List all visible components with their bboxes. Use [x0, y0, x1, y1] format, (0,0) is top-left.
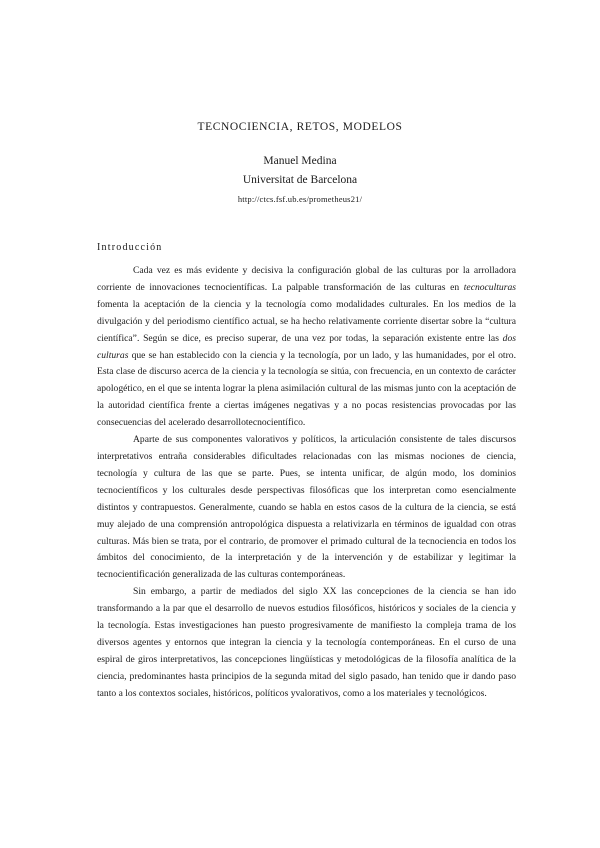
paragraph-1 [97, 263, 516, 432]
source-url[interactable]: http://ctcs.fsf.ub.es/prometheus21/ [237, 194, 363, 204]
paragraph-text: Sin embargo, a partir de mediados del siglo XX las concepciones de la ciencia se han ido transformando a la par que el desarrollo de nuevos estudios filosóficos, históricos y sociales de la ciencia y la tecnología. Estas investigaciones han puesto progresivamente de manifiesto la compleja trama de los diversos agentes y entornos que integran la ciencia y la tecnología contemporáneas. En el curso de una espiral de giros interpretativos, las concepciones lingüísticas y metodológicas de la filosofía analítica de la ciencia, predominantes hasta principios de la segunda mitad del siglo pasado, han tenido que ir dando paso tanto a los contextos sociales, históricos, políticos yvalorativos, como a los materiales y tecnológicos. [97, 586, 516, 699]
paragraph-text: fomenta la aceptación de la ciencia y la tecnología como modalidades culturales. En los medios de la divulgación y del periodismo científico actual, se ha hecho relativamente corriente disertar sobre la “cultura científica”. Según se dice, es preciso superar, de una vez por todas, la separación existente entre las [97, 298, 516, 344]
author-name: Manuel Medina [263, 155, 337, 167]
paragraph-text: que se han establecido con la ciencia y la tecnología, por un lado, y las humanidades, por el otro. Esta clase de discurso acerca de la ciencia y la tecnología se sitúa, con frecuencia, en un contexto de carácter apologético, en el que se intenta lograr la plena asimilación cultural de las mismas junto con la aceptación de la autoridad científica frente a ciertas imágenes negativas y a no pocas resistencias provocadas por las consecuencias del acelerado desarrollotecnocientífico. [97, 349, 516, 429]
paragraph-2 [97, 432, 516, 584]
italic-term: tecnoculturas [463, 281, 516, 293]
paragraph-text: Cada vez es más evidente y decisiva la configuración global de las culturas por la arrolladora corriente de innovaciones tecnocientíficas. La palpable transformación de las culturas en [97, 265, 516, 293]
section-heading: Introducción [97, 242, 163, 253]
italic-term: dos culturas [97, 332, 516, 361]
paper-title: TECNOCIENCIA, RETOS, MODELOS [197, 121, 403, 133]
author-affiliation: Universitat de Barcelona [242, 174, 358, 186]
paragraph-text: Aparte de sus componentes valorativos y políticos, la articulación consistente de tales discursos interpretativos entraña considerables dificultades relacionadas con las mismas nociones de ciencia, tecnología y cultura de las que se parte. Pues, se intenta unificar, de algún modo, los dominios tecnocientíficos y los culturales desde perspectivas filosóficas que los interpretan como esencialmente distintos y contrapuestos. Generalmente, cuando se habla en estos casos de la cultura de la ciencia, se está muy alejado de una comprensión antropológica dispuesta a relativizarla en términos de igualdad con otras culturas. Más bien se trata, por el contrario, de promover el primado cultural de la tecnociencia en todos los ámbitos del conocimiento, de la interpretación y de la intervención y de estabilizar y legitimar la tecnocientificación generalizada de las culturas contemporáneas. [97, 434, 516, 581]
section-body [97, 263, 516, 703]
paragraph-3 [97, 584, 516, 702]
